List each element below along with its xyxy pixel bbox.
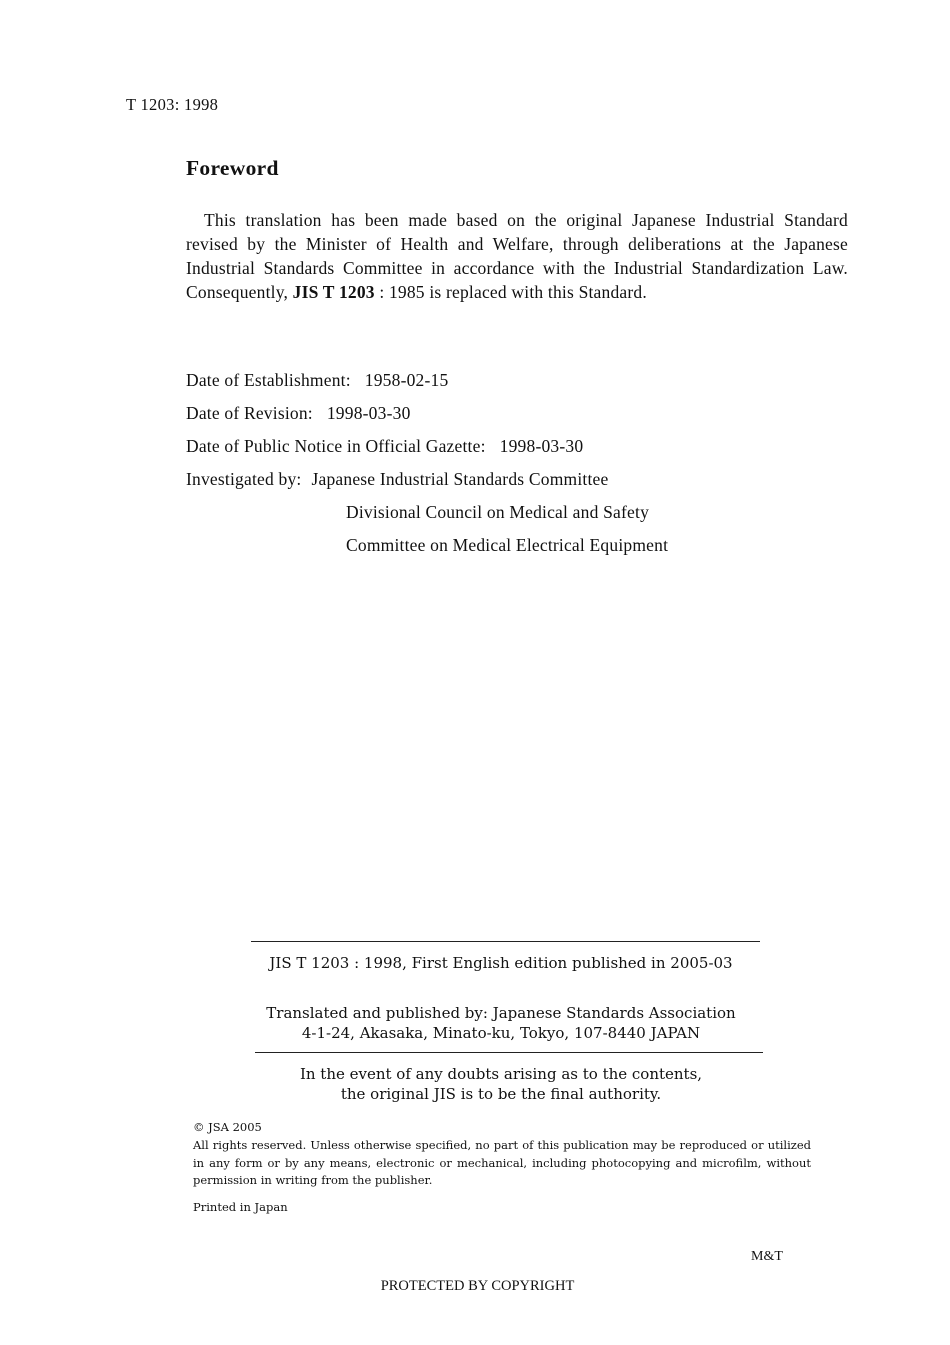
doubt-line-1: In the event of any doubts arising as to the contents, — [299, 1065, 703, 1083]
footer-code: M&T — [751, 1249, 783, 1264]
revision-row — [186, 403, 411, 424]
rights-statement: All rights reserved. Unless otherwise specified, no part of this publication may be reproduced or utilized in any form or by any means, electronic or mechanical, including photocopying and microfilm, without permission in writing from the publisher. — [193, 1138, 811, 1187]
gazette-row — [186, 436, 583, 457]
gazette-date: 1998-03-30 — [499, 436, 584, 456]
foreword-title: Foreword — [186, 156, 279, 180]
publisher-block — [200, 1003, 802, 1043]
foreword-paragraph — [186, 208, 848, 304]
publisher-line-2: 4-1-24, Akasaka, Minato-ku, Tokyo, 107-8440 JAPAN — [301, 1024, 701, 1042]
publisher-line-1: Translated and published by: Japanese Standards Association — [266, 1004, 736, 1022]
doubt-block — [200, 1064, 802, 1104]
document-code-header: T 1203: 1998 — [126, 95, 219, 114]
investigated-body-3: Committee on Medical Electrical Equipment — [346, 535, 669, 555]
foreword-text: This translation has been made based on the original Japanese Industrial Standard revised by the Minister of Health and Welfare, through deliberations at the Japanese Industrial Standards Committee in accordance with the Industrial Standardization Law. Consequently, — [186, 210, 848, 302]
divider-bottom — [255, 1052, 763, 1053]
copyright-notice: © JSA 2005 — [193, 1120, 262, 1134]
foreword-text-end: : 1985 is replaced with this Standard. — [374, 282, 647, 302]
establishment-row — [186, 370, 448, 391]
establishment-date: 1958-02-15 — [364, 370, 449, 390]
investigated-row — [186, 469, 608, 490]
foreword-standard-ref: JIS T 1203 — [292, 282, 375, 302]
revision-date: 1998-03-30 — [326, 403, 411, 423]
investigated-body-1: Japanese Industrial Standards Committee — [311, 469, 609, 489]
investigated-body-2: Divisional Council on Medical and Safety — [346, 502, 650, 522]
protected-notice: PROTECTED BY COPYRIGHT — [380, 1278, 575, 1294]
investigated-label: Investigated by: — [186, 469, 302, 489]
establishment-label: Date of Establishment: — [186, 370, 351, 390]
revision-label: Date of Revision: — [186, 403, 313, 423]
printed-in: Printed in Japan — [193, 1200, 288, 1214]
gazette-label: Date of Public Notice in Official Gazette: — [186, 436, 486, 456]
divider-top — [251, 941, 760, 942]
doubt-line-2: the original JIS is to be the final authority. — [340, 1085, 662, 1103]
edition-line: JIS T 1203 : 1998, First English edition published in 2005-03 — [269, 954, 733, 972]
